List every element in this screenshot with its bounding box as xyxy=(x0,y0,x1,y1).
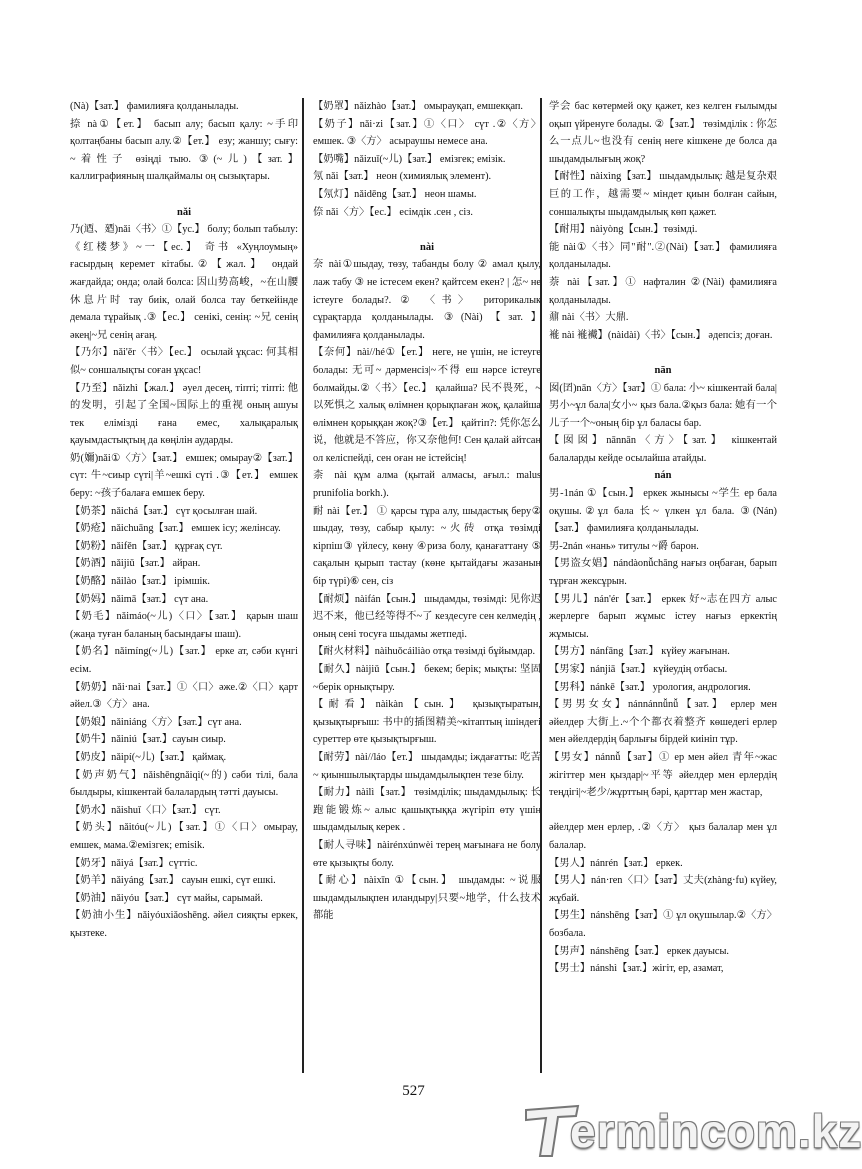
dictionary-entry: 【奶奶】nǎi·nai【зат.】①〈口〉әже.②〈口〉қарт әйел.③〈方〉ана. xyxy=(70,681,298,711)
section-heading: nán xyxy=(654,470,672,482)
termincom-watermark xyxy=(522,1100,862,1160)
column-divider xyxy=(302,98,304,1073)
dictionary-entry: 奶(嬭)nǎi①〈方〉【зат.】 емшек; омырау②【зат.】 сүт: 牛~сиыр сүті|羊~ешкі сүті .③【ет.】 емшек беру: ~孩子балаға емшек беру. xyxy=(70,452,298,500)
dictionary-entry: 【男生】nánshēng【зат】① ұл оқушылар.②〈方〉бозбала. xyxy=(549,910,777,939)
dictionary-entry: 【男盗女娼】nándàonǚchāng нағыз оңбаған, барып тұрған жексұрын. xyxy=(549,558,777,588)
dictionary-entry: 【奶嘴】nǎizuǐ(~儿)【зат.】 емізгек; емізік. xyxy=(313,153,506,165)
dictionary-entry: 【奶酒】nǎijiǔ【зат.】 айран. xyxy=(70,558,201,570)
dictionary-entry: 【奶毛】nǎimáo(~儿)〈口〉【зат.】 қарын шаш (жаңа туған баланың басындағы шаш). xyxy=(70,611,298,640)
dictionary-entry: 【奶水】nǎishuǐ〈口〉【зат.】 сүт. xyxy=(70,804,221,816)
dictionary-entry: 男-1nán ①【сын.】 еркек жынысы ~学生 ер бала оқушы.②ұл бала 长~ үлкен ұл бала. ③(Nán)【зат.】 фамилияға қолданылады. xyxy=(549,488,777,535)
dictionary-entry: 【奶子】nǎi·zi【зат.】①〈口〉 сүт .②〈方〉 емшек. ③〈方〉 асыраушы немесе ана. xyxy=(313,118,541,148)
dictionary-entry: 【奶头】nǎitóu(~儿)【зат.】①〈口〉омырау, емшек, мама.②емізгек; emisik. xyxy=(70,822,298,851)
dictionary-entry: 【男方】nánfāng【зат.】 күйеу жағынан. xyxy=(549,646,730,658)
dictionary-entry: 柰 nài құм алма (қытай алмасы, ағыл.: malus prunifolia borkh.). xyxy=(313,470,541,500)
watermark-text: ermincom.kz xyxy=(570,1105,862,1157)
dictionary-entry: 【奶皮】nǎipí(~儿)【зат.】 қаймақ. xyxy=(70,751,227,763)
dictionary-entry: 【男儿】nán'ér【зат.】 еркек 好~志在四方 алыс жерлерге барып жұмыс істеу нағыз еркектің жұмысы. xyxy=(549,593,777,640)
dictionary-entry: 奈 nài①шыдау, төзу, табанды болу ② амал қылу, лаж табу ③ не істесем екен? қайтсем екен? | 怎~ не істеуге болады?. ② 〈书〉 риторикалық сұрақтарда қолданылады. ③(Nài)【зат.】 фамилияға қолданылады. xyxy=(313,259,541,341)
dictionary-entry: 【乃尔】nǎi'ěr〈书〉【ес.】 осылай ұқсас: 何其相似~ соншалықты соған ұқсас! xyxy=(70,347,298,376)
dictionary-entry: 【耐性】nàixìng【зат.】 шыдамдылық: 越是复杂艰巨的工作，越需要~ міндет қиын болған сайын, соншалықты шыдамдылық көп қажет. xyxy=(549,171,777,218)
dictionary-entry: (Nà)【зат.】 фамилияға қолданылады. xyxy=(70,101,239,112)
dictionary-entry: 【耐火材料】nàihuǒcáiliào отқа төзімді бұйымдар. xyxy=(313,646,536,658)
dictionary-entry: 【奈何】nài//hé①【ет.】 неге, не үшін, не істеуге болады: 无可~ дәрменсіз|~不得 еш нәрсе істеуге болмайды.②〈书〉【ес.】 қалайша? 民不畏死，~以死惧之 халық өлімнен қорықпаған жоқ, қалайша өлімнен қорыққан жоқ?③【ет.】 қайтіп?: 凭你怎么说，他就是不答应，你又奈他何! Сен қалай айтсаң ол келіспейді, сен оған не істейсің! xyxy=(313,347,541,464)
column-left xyxy=(70,98,298,943)
dictionary-entry: 【氖灯】nǎidēng【зат.】 неон шамы. xyxy=(313,188,477,200)
dictionary-entry: әйелдер мен ерлер, .②〈方〉 қыз балалар мен ұл балалар. xyxy=(549,822,777,851)
dictionary-entry: 【耐烦】nàifán【сын.】 шыдамды, төзімді: 见你迟迟不来，他已经等得不~了 кездесуге сен келмедің , оның сені тосуға шыдамы жетпеді. xyxy=(313,593,541,640)
spacer xyxy=(70,186,298,204)
dictionary-entry: 【奶疮】nǎichuāng【зат.】 емшек ісу; желінсау. xyxy=(70,523,281,535)
dictionary-entry: 男-2nán «нань» титулы ~爵 барон. xyxy=(549,540,699,552)
dictionary-entry: 【耐看】nàikàn【сын.】 қызықтыратын, қызықтырғыш: 书中的插图精美~кітаптың ішіндегі суреттер өте қызықтырғыш. xyxy=(313,699,541,746)
spacer xyxy=(549,344,777,362)
dictionary-entry: 囡(囝)nān〈方〉【зат】① бала: 小~ кішкентай бала|男小~ұл бала|女小~ қыз бала.②қыз бала: 她有一个儿子一个~оның бір ұл баласы бар. xyxy=(549,382,777,429)
dictionary-entry: 乃(迺、廼)nǎi〈书〉①【ус.】 болу; болып табылу:《红楼梦》~一【ес.】 奇书 «Хуңлоумың» ғасырдың керемет кітабы.②【жал.】 ондай жағдайда; онда; олай болса: 因山势高峻，~在山腰休息片时 тау биік, олай болса тау беткейінде демала тұрайық .③【ес.】 сенікі, сенің: ~兄 сенің әкең|~兄 сенің ағаң. xyxy=(70,224,298,341)
dictionary-entry: 【男科】nánkē【зат.】 урология, андрология. xyxy=(549,681,751,693)
spacer xyxy=(313,221,541,239)
dictionary-entry: 萘 nài【зат.】① нафталин ②(Nài) фамилияға қолданылады. xyxy=(549,276,777,306)
dictionary-entry: 【奶粉】nǎifěn【зат.】 құрғақ сүт. xyxy=(70,540,223,552)
section-heading: nài xyxy=(419,241,434,253)
dictionary-entry: 【耐人寻味】nàirénxúnwèi терең мағынаға не болу өте қызықты болу. xyxy=(313,839,541,869)
dictionary-entry: 【奶娘】nǎiniáng〈方〉【зат.】сүт ана. xyxy=(70,716,242,728)
dictionary-entry: 学会 бас көтермей оқу қажет, кез келген ғылымды оқып үйренуге болады. ②【зат.】 төзімділік : 你怎么一点儿~也没有 сенің неге кішкене де болса да шыдамдылығың жоқ? xyxy=(549,101,777,165)
dictionary-entry: 【奶牙】nǎiyá【зат.】сүттіс. xyxy=(70,857,198,869)
dictionary-entry: 氖 nǎi【зат.】 неон (химиялық элемент). xyxy=(313,171,492,183)
dictionary-entry: 【耐久】nàijiǔ【сын.】 бекем; берік; мықты: 坚固~берік орнықтыру. xyxy=(313,664,541,693)
dictionary-entry: 耐 nài【ет.】 ① қарсы тұра алу, шыдастық беру② шыдау, төзу, сабыр қылу: ~火砖 отқа төзімді кірпіш③ үйлесу, көну ④риза болу, қанағаттану ⑤ сақалын қырып тастау (көне қытайдағы жазаның бір түрі)⑥ сен, сіз xyxy=(313,505,541,588)
dictionary-entry: 能 nài①〈书〉同"耐".②(Nài)【зат.】 фамилияға қолданылады. xyxy=(549,241,777,271)
dictionary-entry: 鼐 nài〈书〉大鼎. xyxy=(549,312,629,324)
section-heading: nǎi xyxy=(176,206,191,218)
dictionary-entry: 【耐劳】nài//láo【ет.】 шыдамды; іждағатты: 吃苦~ қиыншылықтарды шыдамдылықпен тезе білу. xyxy=(313,751,541,781)
dictionary-entry: 【耐用】nàiyòng【сын.】төзімді. xyxy=(549,224,698,236)
dictionary-entry: 倷 nǎi〈方〉【ес.】 есімдік .сен , сіз. xyxy=(313,206,473,218)
dictionary-entry: 【奶牛】nǎiniú【зат.】сауын сиыр. xyxy=(70,734,226,746)
dictionary-entry: 【奶羊】nǎiyáng【зат.】 сауын ешкі, сүт ешкі. xyxy=(70,875,276,887)
page-number: 527 xyxy=(402,1083,425,1099)
dictionary-entry: 褦 nài 褦襶】(nàidài)〈书〉【сын.】 әдепсіз; доған. xyxy=(549,329,773,341)
dictionary-entry: 【男人】nán·ren〈口〉【зат】丈夫(zhàng·fu) күйеу, жұбай. xyxy=(549,875,777,904)
dictionary-entry: 【奶油】nǎiyóu【зат.】 сүт майы, сарымай. xyxy=(70,892,263,904)
column-right xyxy=(549,98,777,978)
dictionary-entry: 【奶罩】nǎizhào【зат.】 омырауқап, емшекқап. xyxy=(313,101,523,112)
dictionary-entry: 【奶油小生】nǎiyóuxiǎoshēng. әйел сияқты еркек, қызтеке. xyxy=(70,910,298,939)
dictionary-entry: 【男家】nánjiā【зат.】 күйеудің отбасы. xyxy=(549,664,728,675)
dictionary-entry: 【奶名】nǎimíng(~儿)【зат.】 ерке ат, сәби күнгі есім. xyxy=(70,646,298,675)
dictionary-entry: 【奶茶】nǎichá【зат.】 сүт қосылған шай. xyxy=(70,505,258,517)
dictionary-entry: 【男人】nánrén【зат.】 еркек. xyxy=(549,857,683,869)
dictionary-entry: 【奶酪】nǎilào【зат.】 ірімшік. xyxy=(70,576,210,588)
dictionary-entry: 【耐力】nàilì【зат.】 төзімділік; шыдамдылық: 长跑能锻炼~ алыс қашықтыққа жүгіріп өту үшін шыдамдылық керек . xyxy=(313,787,541,834)
dictionary-entry: 【耐心】nàixīn ①【сын.】 шыдамды: ~说服 шыдамдылықпен иландыру|只要~地学，什么技术都能 xyxy=(313,875,541,922)
dictionary-entry: 捺 nà①【ет.】 басып алу; басып қалу: ~手印 қолтаңбаны басып алу.②【ет.】 езу; жаншу; сығу: ~着性子 өзіңді тыю. ③(~儿)【зат.】 каллиграфияның шалқаймалы оң сызықтары. xyxy=(70,118,298,183)
dictionary-entry: 【男女】nánnǚ【зат】① ер мен әйел 青年~жас жігіттер мен қыздар|~平等 әйелдер мен ерлердің теңдігі|~老少/жұрттың бәрі, қарттар мен жастар, xyxy=(549,751,777,799)
dictionary-entry: 【男男女女】nánnánnǚnǚ【зат.】 ерлер мен әйелдер 大街上.~个个都衣着整齐 көшедегі ерлер мен әйелдердің барлығы бірдей киініп тұр. xyxy=(549,699,777,746)
dictionary-entry: 【囡囡】nānnān〈方〉【зат.】 кішкентай балаларды кейде осылайша атайды. xyxy=(549,435,777,464)
section-heading: nān xyxy=(654,364,672,376)
dictionary-entry: 【男声】nánshēng【зат.】 еркек дауысы. xyxy=(549,945,729,957)
dictionary-entry: 【男士】nánshì【зат.】жігіт, ер, азамат, xyxy=(549,963,724,975)
dictionary-entry: 【奶声奶气】nǎishēngnǎiqì(~的) сәби тілі, бала былдыры, кішкентай балалардың тәтті дауысы. xyxy=(70,769,298,799)
column-divider xyxy=(540,98,542,1073)
spacer xyxy=(549,802,777,820)
dictionary-entry: 【奶妈】nǎimā【зат.】 сүт ана. xyxy=(70,593,209,605)
column-middle xyxy=(313,98,541,925)
dictionary-entry: 【乃至】nǎizhì【жал.】 әуел десең, тіпті; тіпті: 他的发明，引起了全国~国际上的重视 оның ашуы тек елімізді ғана емес, халықаралық қауымдастықтың да көңілін аударды. xyxy=(70,382,298,447)
